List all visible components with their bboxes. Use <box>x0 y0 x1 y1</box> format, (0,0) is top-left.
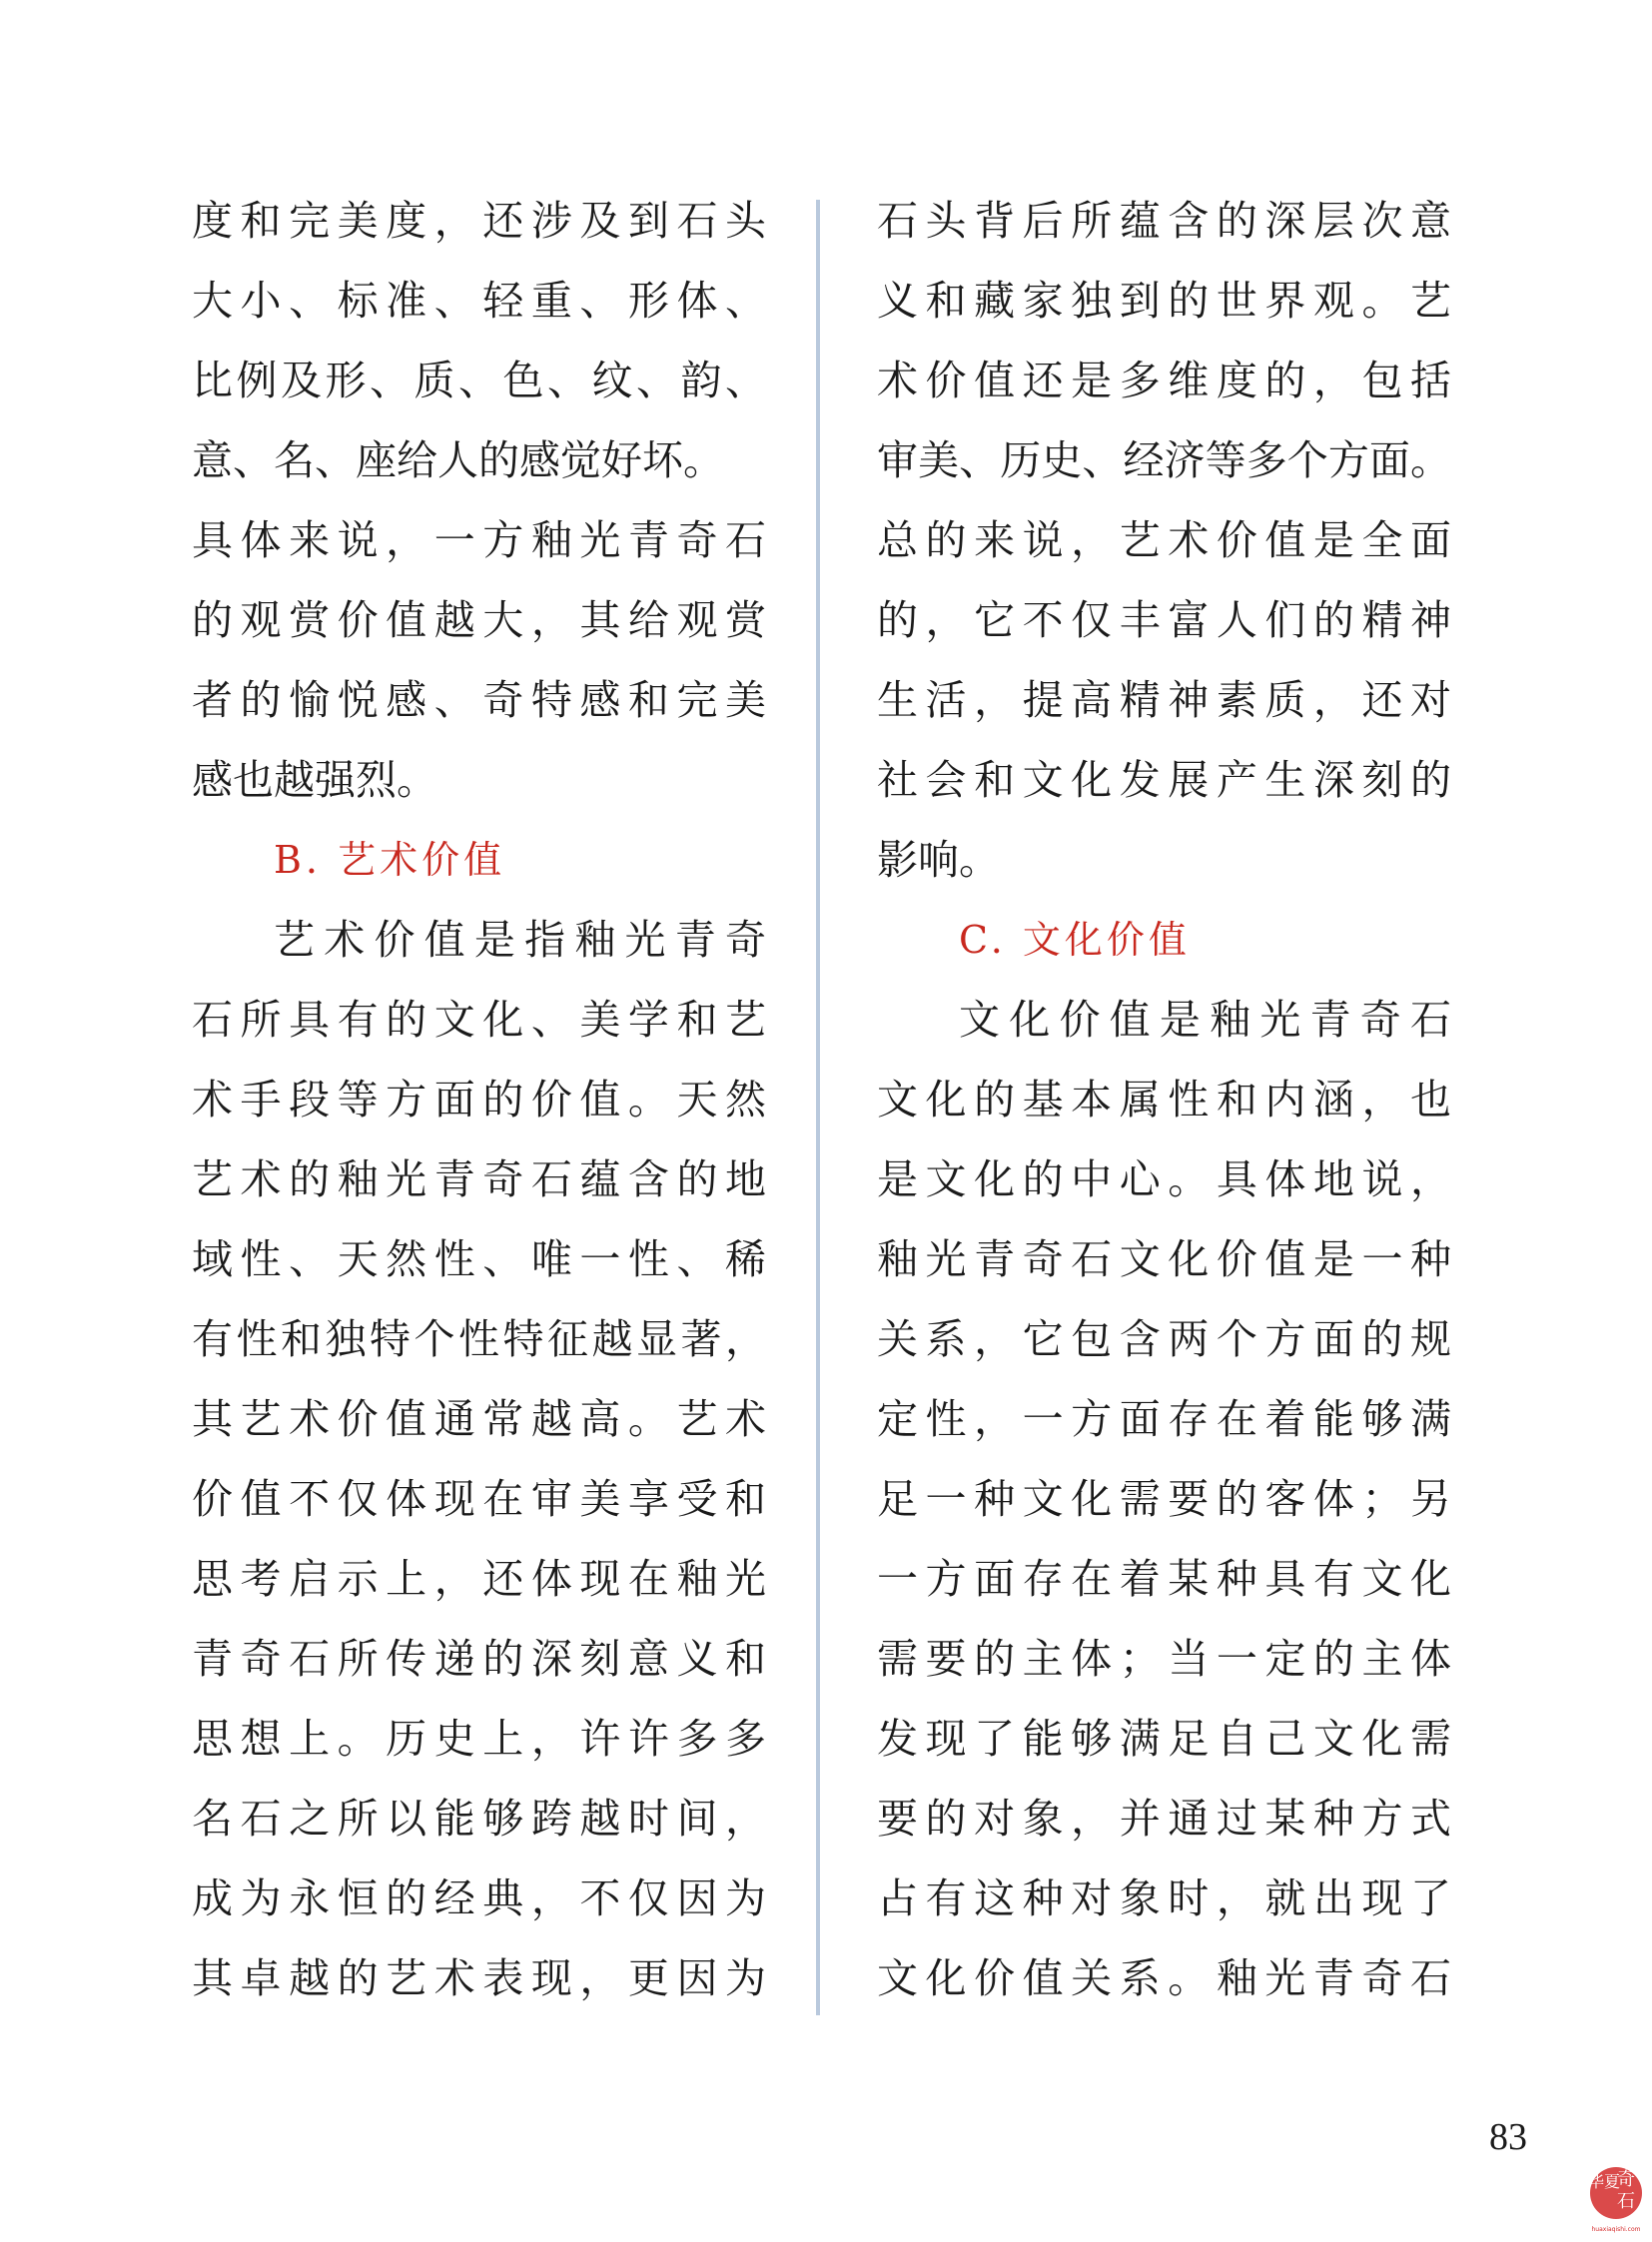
text-line: 文化价值关系。釉光青奇石 <box>877 1954 1451 2002</box>
right-column <box>877 181 1451 2018</box>
text-line: 术手段等方面的价值。天然 <box>192 1076 766 1123</box>
text-line: 青奇石所传递的深刻意义和 <box>192 1635 766 1683</box>
text-line: 感也越强烈。 <box>192 756 437 804</box>
text-line: 有性和独特个性特征越显著， <box>192 1315 766 1363</box>
text-line: 审美、历史、经济等多个方面。 <box>877 436 1451 484</box>
text-line: 足一种文化需要的客体；另 <box>877 1475 1451 1523</box>
text-line: 石所具有的文化、美学和艺 <box>192 996 766 1044</box>
text-line: 发现了能够满足自己文化需 <box>877 1715 1451 1763</box>
watermark-seal-char-3: 石 <box>1617 2191 1635 2212</box>
text-line: 总的来说，艺术价值是全面 <box>877 516 1451 564</box>
watermark-seal-char-1: 华夏 <box>1587 2172 1621 2191</box>
text-line: 艺术价值是指釉光青奇 <box>274 916 766 964</box>
text-line: 釉光青奇石文化价值是一种 <box>877 1235 1451 1283</box>
section-heading: B. 艺术价值 <box>274 838 506 882</box>
text-line: 一方面存在着某种具有文化 <box>877 1555 1451 1603</box>
text-line: 石头背后所蕴含的深层次意 <box>877 197 1451 245</box>
text-line: 度和完美度，还涉及到石头 <box>192 197 766 245</box>
watermark-logo <box>1584 2161 1648 2237</box>
text-line: 的，它不仅丰富人们的精神 <box>877 596 1451 644</box>
text-line: 影响。 <box>877 836 1000 884</box>
column-divider <box>816 200 820 2015</box>
page-number: 83 <box>1489 2116 1527 2158</box>
text-line: 大小、标准、轻重、形体、 <box>192 277 766 325</box>
text-line: 生活，提高精神素质，还对 <box>877 676 1451 724</box>
text-line: 意、名、座给人的感觉好坏。 <box>192 436 724 484</box>
text-line: 占有这种对象时，就出现了 <box>877 1874 1451 1922</box>
text-line: 术价值还是多维度的，包括 <box>877 357 1451 404</box>
text-line: 思想上。历史上，许许多多 <box>192 1715 766 1763</box>
text-line: 其艺术价值通常越高。艺术 <box>192 1395 766 1443</box>
text-line: 定性，一方面存在着能够满 <box>877 1395 1451 1443</box>
text-line: 名石之所以能够跨越时间， <box>192 1795 766 1843</box>
text-line: 需要的主体；当一定的主体 <box>877 1635 1451 1683</box>
text-line: 文化价值是釉光青奇石 <box>959 996 1451 1044</box>
text-line: 具体来说，一方釉光青奇石 <box>192 516 766 564</box>
watermark-url: huaxiaqishi.com <box>1591 2226 1641 2233</box>
text-line: 是文化的中心。具体地说， <box>877 1155 1451 1203</box>
text-line: 艺术的釉光青奇石蕴含的地 <box>192 1155 766 1203</box>
text-line: 其卓越的艺术表现，更因为 <box>192 1954 766 2002</box>
text-line: 比例及形、质、色、纹、韵、 <box>192 357 766 404</box>
left-column <box>192 181 766 2018</box>
text-line: 者的愉悦感、奇特感和完美 <box>192 676 766 724</box>
text-line: 成为永恒的经典，不仅因为 <box>192 1874 766 1922</box>
text-line: 价值不仅体现在审美享受和 <box>192 1475 766 1523</box>
section-heading: C. 文化价值 <box>959 918 1191 962</box>
text-line: 义和藏家独到的世界观。艺 <box>877 277 1451 325</box>
text-line: 关系，它包含两个方面的规 <box>877 1315 1451 1363</box>
text-line: 文化的基本属性和内涵，也 <box>877 1076 1451 1123</box>
text-line: 要的对象，并通过某种方式 <box>877 1795 1451 1843</box>
text-line: 的观赏价值越大，其给观赏 <box>192 596 766 644</box>
watermark-seal-char-2: 奇 <box>1617 2169 1635 2190</box>
text-line: 社会和文化发展产生深刻的 <box>877 756 1451 804</box>
text-line: 思考启示上，还体现在釉光 <box>192 1555 766 1603</box>
text-line: 域性、天然性、唯一性、稀 <box>192 1235 766 1283</box>
